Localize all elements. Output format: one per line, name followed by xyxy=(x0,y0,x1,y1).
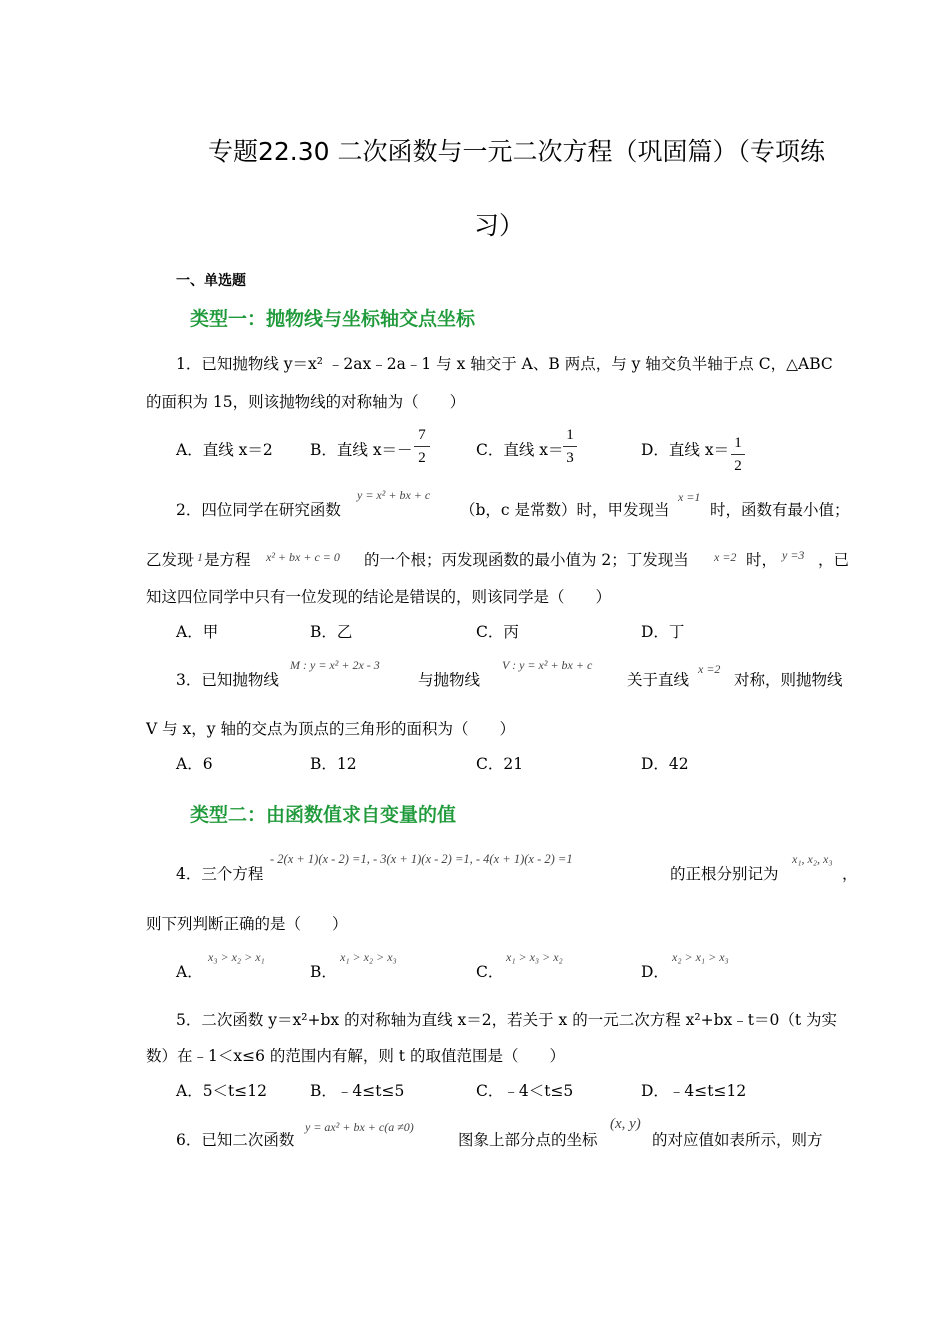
q2-formula-5: x =2 xyxy=(714,550,737,564)
section-heading: 一、单选题 xyxy=(176,273,246,289)
q2-option-d: D．丁 xyxy=(641,623,685,641)
fraction-bar xyxy=(731,454,745,455)
q2-text-3: 时，函数有最小值； xyxy=(710,501,850,519)
q1-option-b: B．直线 x＝－ xyxy=(310,441,413,459)
q3-text-1: 3．已知抛物线 xyxy=(176,671,279,689)
fraction-denominator: 2 xyxy=(734,458,742,474)
q6-text-2: 图象上部分点的坐标 xyxy=(458,1131,598,1149)
q3-formula-2: V : y = x² + bx + c xyxy=(502,658,593,672)
type-heading-1: 类型一：抛物线与坐标轴交点坐标 xyxy=(190,308,476,330)
q5-option-d: D．﹣4≤t≤12 xyxy=(641,1082,747,1100)
q1-option-c: C．直线 x＝ xyxy=(476,441,564,459)
fraction-bar xyxy=(563,446,577,447)
q2-line3: 知这四位同学中只有一位发现的结论是错误的，则该同学是（ ） xyxy=(146,588,612,606)
q2-text-1: 2．四位同学在研究函数 xyxy=(176,501,341,519)
q4-option-c-formula: x₁ > x₃ > x₂ xyxy=(506,950,563,964)
q6-text-3: 的对应值如表所示，则方 xyxy=(652,1131,823,1149)
fraction-numerator: 1 xyxy=(734,435,742,451)
q2-formula-6: y =3 xyxy=(782,548,805,562)
q1-line2: 的面积为 15，则该抛物线的对称轴为（ ） xyxy=(146,393,466,411)
q3-text-3: 关于直线 xyxy=(627,671,690,689)
q5-line2: 数）在﹣1＜x≤6 的范围内有解，则 t 的取值范围是（ ） xyxy=(146,1047,565,1065)
q5-option-c: C．﹣4＜t≤5 xyxy=(476,1082,574,1100)
q2-formula-3: - 1 xyxy=(190,550,203,564)
q4-formula-2: x₁, x₂, x₃ xyxy=(792,852,833,866)
q2-option-c: C．丙 xyxy=(476,623,519,641)
q1-line1: 1．已知抛物线 y＝x² ﹣2ax﹣2a﹣1 与 x 轴交于 A、B 两点，与 y 轴交负半轴于点 C，△ABC xyxy=(176,355,833,373)
q1-option-a: A．直线 x＝2 xyxy=(176,441,273,459)
q1-option-c-fraction xyxy=(563,426,577,467)
q4-formula-1: - 2(x + 1)(x - 2) =1, - 3(x + 1)(x - 2) =1, - 4(x + 1)(x - 2) =1 xyxy=(270,852,573,866)
q2-option-b: B．乙 xyxy=(310,623,353,641)
fraction-denominator: 3 xyxy=(566,450,574,466)
q5-line1: 5．二次函数 y＝x²+bx 的对称轴为直线 x＝2，若关于 x 的一元二次方程 x²+bx﹣t＝0（t 为实 xyxy=(176,1011,837,1029)
page-title-line2: 习） xyxy=(474,211,525,240)
q4-line2: 则下列判断正确的是（ ） xyxy=(146,915,348,933)
q2-text-6: 的一个根；丙发现函数的最小值为 2；丁发现当 xyxy=(364,551,689,569)
q1-option-b-fraction xyxy=(414,426,430,467)
page-title-line1: 专题22.30 二次函数与一元二次方程（巩固篇）（专项练 xyxy=(208,137,826,166)
q2-text-4: 乙发现 xyxy=(146,551,193,569)
q3-option-c: C．21 xyxy=(476,755,524,773)
fraction-bar xyxy=(414,446,430,447)
q6-formula-1: y = ax² + bx + c(a ≠0) xyxy=(305,1120,414,1134)
q4-text-1: 4．三个方程 xyxy=(176,865,264,883)
q4-option-c: C． xyxy=(476,963,504,981)
q4-option-d: D． xyxy=(641,963,669,981)
q2-text-7: 时， xyxy=(746,551,778,569)
q3-text-2: 与抛物线 xyxy=(418,671,481,689)
q4-option-a: A． xyxy=(176,963,203,981)
q4-option-b-formula: x₁ > x₂ > x₃ xyxy=(340,950,397,964)
q3-text-4: 对称，则抛物线 xyxy=(734,671,843,689)
q2-formula-2: x =1 xyxy=(678,490,701,504)
q3-formula-1: M : y = x² + 2x - 3 xyxy=(290,658,380,672)
q3-line2: V 与 x，y 轴的交点为顶点的三角形的面积为（ ） xyxy=(146,720,515,738)
q4-option-d-formula: x₂ > x₁ > x₃ xyxy=(672,950,729,964)
q5-option-b: B．﹣4≤t≤5 xyxy=(310,1082,405,1100)
q1-option-d: D．直线 x＝ xyxy=(641,441,730,459)
q5-option-a: A．5＜t≤12 xyxy=(176,1082,267,1100)
q2-text-5: 是方程 xyxy=(204,551,251,569)
q3-option-a: A．6 xyxy=(176,755,213,773)
q4-option-a-formula: x₃ > x₂ > x₁ xyxy=(208,950,265,964)
q2-formula-1: y = x² + bx + c xyxy=(357,488,431,502)
q2-text-2: （b，c 是常数）时，甲发现当 xyxy=(460,501,670,519)
q2-text-8: ，已 xyxy=(818,551,850,569)
q2-formula-4: x² + bx + c = 0 xyxy=(266,550,340,564)
fraction-numerator: 7 xyxy=(418,427,426,443)
q1-option-d-fraction xyxy=(731,434,745,475)
q6-text-1: 6．已知二次函数 xyxy=(176,1131,295,1149)
fraction-denominator: 2 xyxy=(418,450,426,466)
q4-option-b: B． xyxy=(310,963,337,981)
q3-option-d: D．42 xyxy=(641,755,689,773)
q2-option-a: A．甲 xyxy=(176,623,219,641)
q3-formula-3: x =2 xyxy=(698,662,721,676)
q3-option-b: B．12 xyxy=(310,755,357,773)
q6-formula-2: (x, y) xyxy=(610,1116,641,1132)
fraction-numerator: 1 xyxy=(566,427,574,443)
q4-text-2: 的正根分别记为 xyxy=(670,865,779,883)
q4-text-3: ， xyxy=(842,865,858,883)
type-heading-2: 类型二：由函数值求自变量的值 xyxy=(190,804,457,826)
